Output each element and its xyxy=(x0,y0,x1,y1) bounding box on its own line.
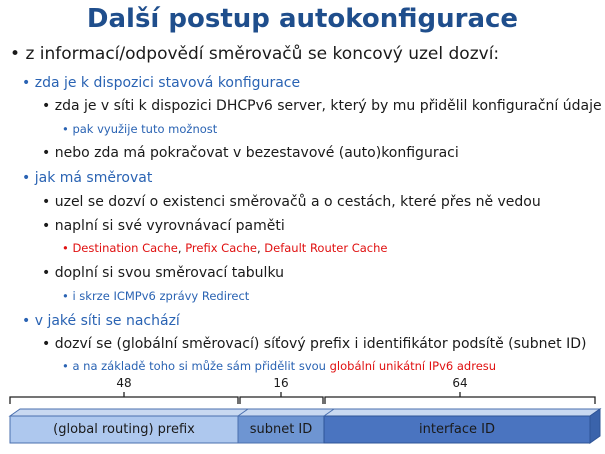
comma-separator: , xyxy=(177,241,186,255)
item-text: dozví se (globální směrovací) síťový prefix i identifikátor podsítě (subnet ID) xyxy=(54,336,587,352)
item-text: zda je v síti k dispozici DHCPv6 server, který by mu přidělil konfigurační údaje xyxy=(54,98,602,114)
bullet-dot-icon: • xyxy=(42,194,51,210)
item-text: zda je k dispozici stavová konfigurace xyxy=(34,75,301,91)
bits-subnet-label: 16 xyxy=(273,376,289,390)
segment-prefix-label: (global routing) prefix xyxy=(53,422,195,437)
comma-separator: , xyxy=(256,241,265,255)
bullet-dot-icon: • xyxy=(42,145,51,161)
item-text: i skrze ICMPv6 zprávy Redirect xyxy=(72,289,250,303)
bullet-dot-icon: • xyxy=(42,218,51,234)
intro-text: z informací/odpovědí směrovačů se koncový uzel dozví: xyxy=(25,44,500,64)
item-text: jak má směrovat xyxy=(34,170,153,186)
cache-prefix: Prefix Cache xyxy=(185,241,257,255)
item-text: v jaké síti se nachází xyxy=(34,313,180,329)
page-title: Další postup autokonfigurace xyxy=(86,4,519,34)
bullet-dot-icon: • xyxy=(22,75,31,91)
item-text: naplní si své vyrovnávací paměti xyxy=(54,218,285,234)
bullet-dot-icon: • xyxy=(62,289,69,303)
bullet-dot-icon: • xyxy=(22,313,31,329)
bar-top-face xyxy=(10,409,600,416)
brace-prefix xyxy=(10,392,238,404)
segment-iface-label: interface ID xyxy=(419,422,495,437)
bits-prefix-label: 48 xyxy=(116,376,132,390)
bullet-dot-icon: • xyxy=(42,98,51,114)
item-text: a na základě toho si může sám přidělit svou xyxy=(72,359,330,373)
segment-subnet-label: subnet ID xyxy=(249,422,313,437)
bullet-dot-icon: • xyxy=(10,44,21,64)
item-text-highlight: globální unikátní IPv6 adresu xyxy=(329,359,497,373)
bullet-dot-icon: • xyxy=(42,265,51,281)
cache-destination: Destination Cache xyxy=(72,241,178,255)
bits-iface-label: 64 xyxy=(452,376,468,390)
item-text: doplní si svou směrovací tabulku xyxy=(54,265,284,281)
bullet-dot-icon: • xyxy=(22,170,31,186)
item-text: pak využije tuto možnost xyxy=(72,122,218,136)
bullet-dot-icon: • xyxy=(62,122,69,136)
cache-default-router: Default Router Cache xyxy=(264,241,388,255)
brace-iface xyxy=(325,392,595,404)
bullet-dot-icon: • xyxy=(62,241,69,255)
bullet-dot-icon: • xyxy=(62,359,69,373)
brace-subnet xyxy=(240,392,323,404)
bullet-dot-icon: • xyxy=(42,336,51,352)
item-text: nebo zda má pokračovat v bezestavové (auto)konfiguraci xyxy=(54,145,459,161)
item-text: uzel se dozví o existenci směrovačů a o cestách, které přes ně vedou xyxy=(54,194,541,210)
